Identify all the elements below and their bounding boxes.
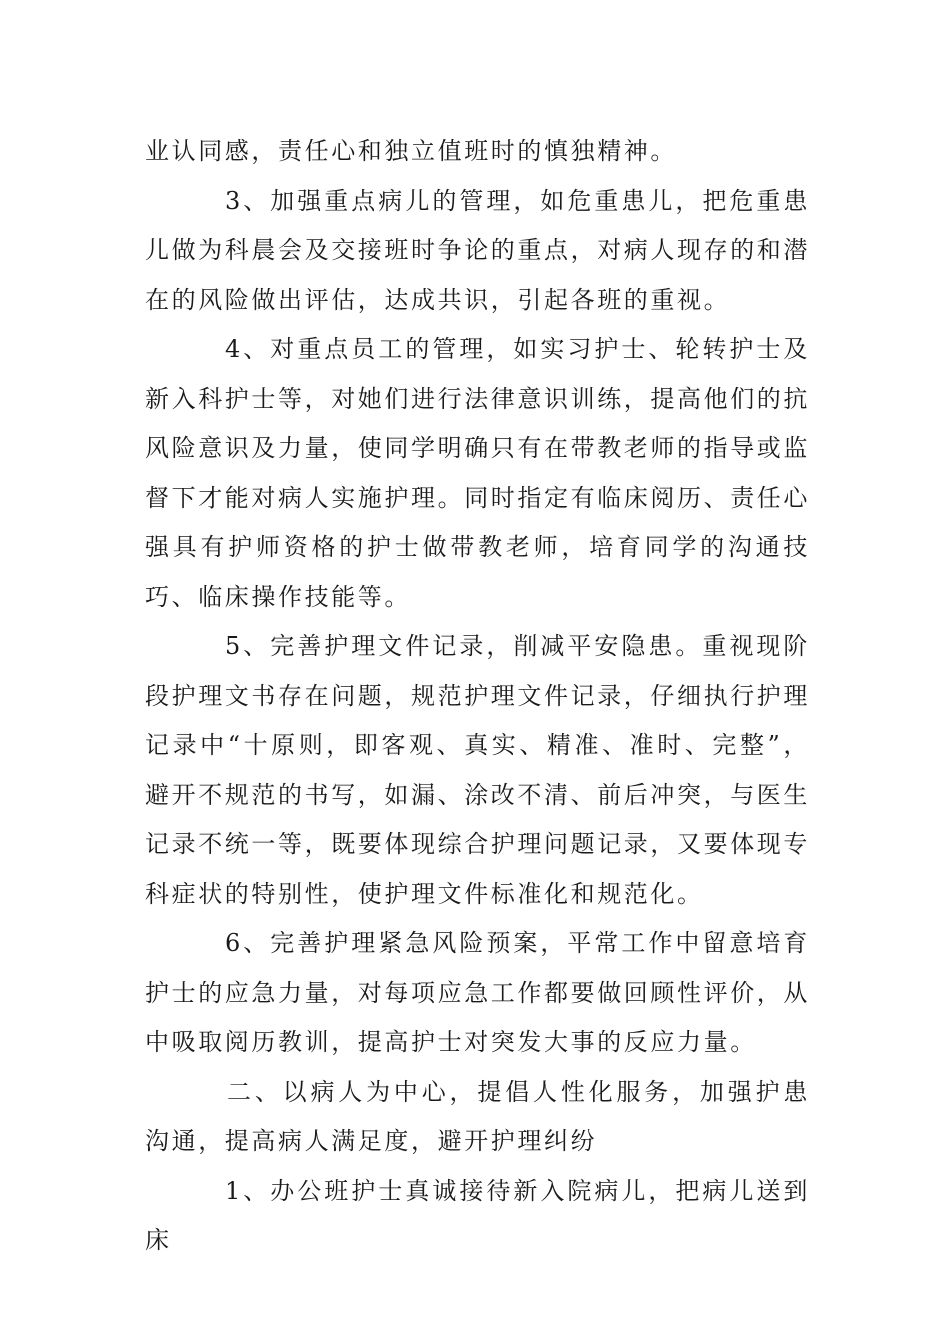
paragraph-item-1: 1、办公班护士真诚接待新入院病儿，把病儿送到床 (145, 1176, 810, 1254)
paragraph-item-5: 5、完善护理文件记录，削减平安隐患。重视现阶段护理文书存在问题，规范护理文件记录，仔细执行护理记录中“十原则，即客观、真实、精准、准时、完整”，避开不规范的书写，如漏、涂改不清、前后冲突，与医生记录不统一等，既要体现综合护理问题记录，又要体现专科症状的特别性，使护理文件标准化和规范化。 (145, 632, 810, 908)
paragraph-item-4: 4、对重点员工的管理，如实习护士、轮转护士及新入科护士等，对她们进行法律意识训练，提高他们的抗风险意识及力量，使同学明确只有在带教老师的指导或监督下才能对病人实施护理。同时指定有临床阅历、责任心强具有护师资格的护士做带教老师，培育同学的沟通技巧、临床操作技能等。 (145, 335, 810, 611)
paragraph-item-6: 6、完善护理紧急风险预案，平常工作中留意培育护士的应急力量，对每项应急工作都要做回顾性评价，从中吸取阅历教训，提高护士对突发大事的反应力量。 (145, 929, 810, 1056)
section-heading-2: 二、以病人为中心，提倡人性化服务，加强护患沟通，提高病人满足度，避开护理纠纷 (145, 1077, 810, 1155)
document-body (145, 127, 810, 1266)
paragraph-continuation: 业认同感，责任心和独立值班时的慎独精神。 (145, 137, 677, 165)
paragraph-item-3: 3、加强重点病儿的管理，如危重患儿，把危重患儿做为科晨会及交接班时争论的重点，对病人现存的和潜在的风险做出评估，达成共识，引起各班的重视。 (145, 186, 810, 314)
